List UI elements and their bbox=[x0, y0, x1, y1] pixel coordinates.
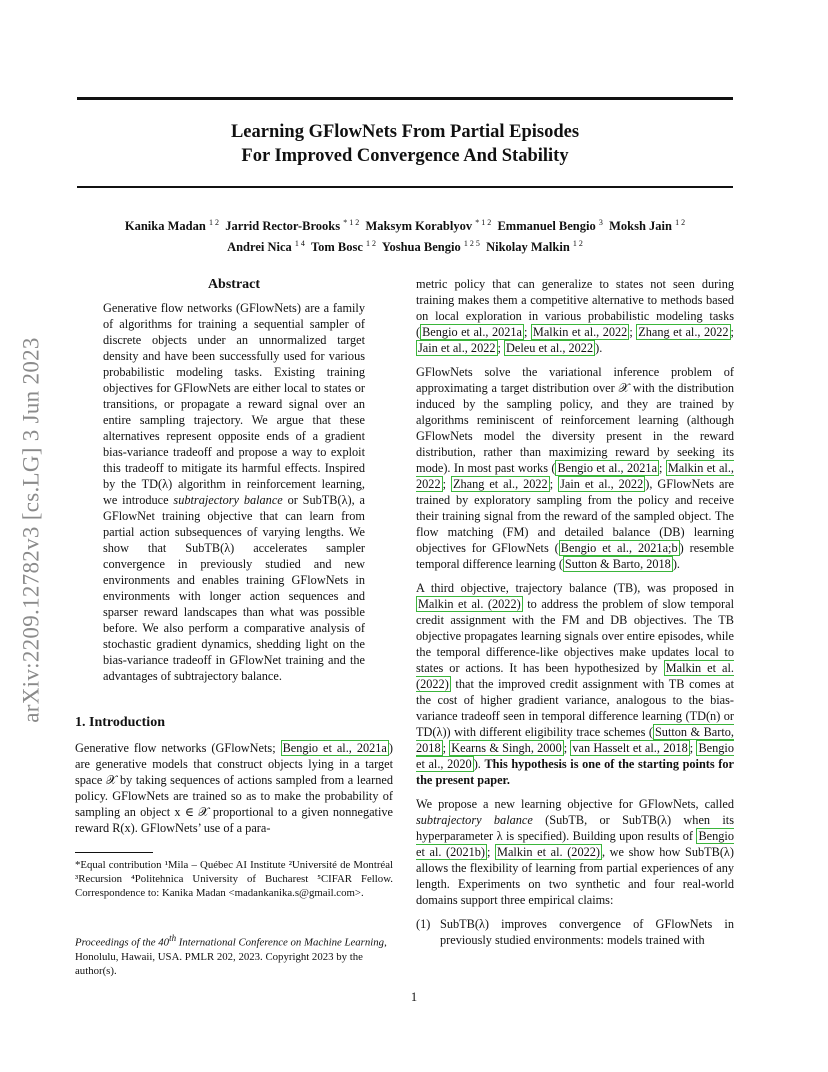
paragraph: metric policy that can generalize to states not seen during training makes them a competitive alternative to methods based on local exploration in various probabilistic modeling tasks ( Bengio et al., 2021a ; Malkin et al., 2022 ; Zhang et al., 2022 ; Jain et al., 2022 ; Deleu et al., 2022 ). bbox=[416, 277, 734, 355]
proceedings-note: Proceedings of the 40th International Conference on Machine Learning, Honolulu, Hawaii, USA. PMLR 202, 2023. Copyright 2023 by the author(s). bbox=[75, 933, 387, 977]
paragraph: A third objective, trajectory balance (TB), was proposed in Malkin et al. (2022) to address the problem of slow temporal credit assignment with the FM and DB objectives. The TB objective propagates learning signals over entire episodes, while the temporal difference-like objectives make updates local to states or actions. It has been hypothesized by Malkin et al. (2022) that the improved credit assignment with TB comes at the cost of higher gradient variance, analogous to the bias-variance tradeoff seen in temporal difference learning (TD(n) or TD(λ)) with different eligibility trace schemes ( Sutton & Barto, 2018 ; Kearns & Singh, 2000 ; van Hasselt et al., 2018 ; Bengio et al., 2020 ). This hypothesis is one of the starting points for the present paper. bbox=[416, 581, 734, 787]
author-name: Emmanuel Bengio bbox=[497, 219, 596, 234]
citation-link[interactable]: Deleu et al., 2022 bbox=[506, 341, 594, 355]
author-affiliation: 3 bbox=[598, 218, 603, 227]
citation-link[interactable]: Bengio et al., 2021a bbox=[422, 325, 522, 339]
citation-link[interactable]: Bengio et al., 2020 bbox=[416, 741, 734, 771]
author-affiliation: 1 4 bbox=[294, 239, 305, 249]
author-name: Nikolay Malkin bbox=[486, 240, 570, 255]
claim-text: SubTB(λ) improves convergence of GFlowNets in previously studied environments: models trained with bbox=[440, 917, 734, 947]
citation-link[interactable]: van Hasselt et al., 2018 bbox=[572, 741, 688, 755]
citation-link[interactable]: Kearns & Singh, 2000 bbox=[451, 741, 562, 755]
author-name: Kanika Madan bbox=[124, 219, 206, 234]
author-name: Maksym Korablyov bbox=[365, 219, 473, 234]
citation-link[interactable]: Malkin et al. (2022) bbox=[497, 845, 600, 859]
abstract-heading: Abstract bbox=[207, 277, 261, 292]
paragraph: GFlowNets solve the variational inference problem of approximating a target distribution over 𝒳 with the distribution induced by the sampling policy, and they are trained by algorithms reminiscent of reinforcement learning (although GFlowNets model the diversity present in the reward distribution, rather than maximizing reward by seeking its mode). In most past works ( Bengio et al., 2021a ; Malkin et al., 2022 ; Zhang et al., 2022 ; Jain et al., 2022 ), GFlowNets are trained by exploratory sampling from the policy and receive their training signal from the reward of the sampled object. The flow matching (FM) and detailed balance (DB) learning objectives for GFlowNets ( Bengio et al., 2021a;b ) resemble temporal difference learning ( Sutton & Barto, 2018 ). bbox=[416, 365, 735, 571]
author-affiliation: 1 2 bbox=[675, 218, 686, 227]
paragraph: We propose a new learning objective for GFlowNets, called subtrajectory balance (SubTB, or SubTB(λ) when its hyperparameter λ is specified). Building upon results of Bengio et al. (2021b) ; Malkin et al. (2022) , we show how SubTB(λ) allows the flexibility of learning from partial experiences of any length. Experiments on two synthetic and four real-world domains support three empirical claims: bbox=[416, 797, 735, 907]
author-name: Andrei Nica bbox=[227, 240, 292, 255]
author-line-2 bbox=[77, 235, 733, 256]
author-affiliation: 1 2 bbox=[208, 218, 219, 227]
citation-link[interactable]: Bengio et al., 2021a bbox=[282, 741, 387, 755]
author-affiliation: 1 2 5 bbox=[463, 239, 480, 249]
author-affiliation: 1 2 bbox=[366, 239, 377, 249]
left-column bbox=[75, 276, 393, 836]
paper-title bbox=[77, 120, 733, 168]
title-line-2: For Improved Convergence And Stability bbox=[241, 146, 569, 166]
citation-link[interactable]: Jain et al., 2022 bbox=[560, 477, 644, 491]
title-bottom-rule bbox=[77, 186, 733, 188]
author-name: Yoshua Bengio bbox=[381, 240, 461, 255]
citation-link[interactable]: Malkin et al., 2022 bbox=[416, 461, 734, 491]
abstract-text: Generative flow networks (GFlowNets) are a family of algorithms for training a sequential sampler of discrete objects under an unnormalized target density and have been successfully used for various probabilistic modeling tasks. Existing training objectives for GFlowNets are either local to states or transitions, or propagate a reward signal over an entire sampling trajectory. We argue that these alternatives represent opposite ends of a gradient bias-variance tradeoff and propose a way to exploit this tradeoff to mitigate its harmful effects. Inspired by the TD(λ) algorithm in reinforcement learning, we introduce subtrajectory balance or SubTB(λ), a GFlowNet training objective that can learn from partial action subsequences of varying lengths. We show that SubTB(λ) accelerates sampler convergence in previously studied and new environments and enables training GFlowNets in environments with longer action sequences and sparser reward landscapes than what was possible before. We also perform a comparative analysis of stochastic gradient dynamics, shedding light on the bias-variance tradeoff in GFlowNet training and the advantages of subtrajectory balance. bbox=[103, 301, 365, 683]
citation-link[interactable]: Sutton & Barto, 2018 bbox=[564, 557, 671, 571]
author-name: Jarrid Rector-Brooks bbox=[225, 219, 341, 234]
intro-paragraph: Generative flow networks (GFlowNets; Bengio et al., 2021a ) are generative models that construct objects lying in a target space 𝒳 by taking sequences of actions sampled from a learned policy. GFlowNets are trained so as to make the probability of sampling an object x ∈ 𝒳 proportional to a given nonnegative reward R(x). GFlowNets’ use of a para- bbox=[75, 741, 393, 835]
footnote-rule bbox=[75, 852, 153, 853]
author-name: Moksh Jain bbox=[609, 219, 672, 234]
claim-label: (1) bbox=[416, 917, 431, 931]
citation-link[interactable]: Jain et al., 2022 bbox=[418, 341, 496, 355]
author-line-1 bbox=[77, 214, 733, 235]
author-affiliation: 1 2 bbox=[572, 239, 583, 249]
footnote-affiliations: *Equal contribution ¹Mila – Québec AI Institute ²Université de Montréal ³Recursion ⁴Politehnica University of Bucharest ⁵CIFAR Fellow. Correspondence to: Kanika Madan <madankanika.s@gmail.com>. bbox=[75, 859, 393, 899]
citation-link[interactable]: Sutton & Barto, 2018 bbox=[416, 725, 734, 755]
citation-link[interactable]: Zhang et al., 2022 bbox=[452, 477, 548, 491]
citation-link[interactable]: Malkin et al., 2022 bbox=[532, 325, 628, 339]
citation-link[interactable]: Zhang et al., 2022 bbox=[638, 325, 729, 339]
author-affiliation: * 1 2 bbox=[475, 218, 492, 227]
top-rule bbox=[77, 97, 733, 100]
author-list bbox=[77, 214, 733, 256]
citation-link[interactable]: Malkin et al. (2022) bbox=[418, 597, 521, 611]
author-affiliation: * 1 2 bbox=[343, 218, 360, 227]
section-heading-introduction: 1. Introduction bbox=[75, 715, 165, 730]
citation-link[interactable]: Bengio et al., 2021a bbox=[557, 461, 658, 475]
title-line-1: Learning GFlowNets From Partial Episodes bbox=[230, 122, 580, 142]
arxiv-watermark: arXiv:2209.12782v3 [cs.LG] 3 Jun 2023 bbox=[19, 337, 45, 723]
author-name: Tom Bosc bbox=[310, 240, 363, 255]
citation-link[interactable]: Bengio et al., 2021a;b bbox=[560, 541, 678, 555]
claim-list-item bbox=[416, 916, 734, 948]
citation-link[interactable]: Bengio et al. (2021b) bbox=[416, 829, 734, 859]
page-number: 1 bbox=[410, 990, 418, 1004]
right-column bbox=[416, 276, 734, 948]
citation-link[interactable]: Malkin et al. (2022) bbox=[416, 661, 734, 691]
